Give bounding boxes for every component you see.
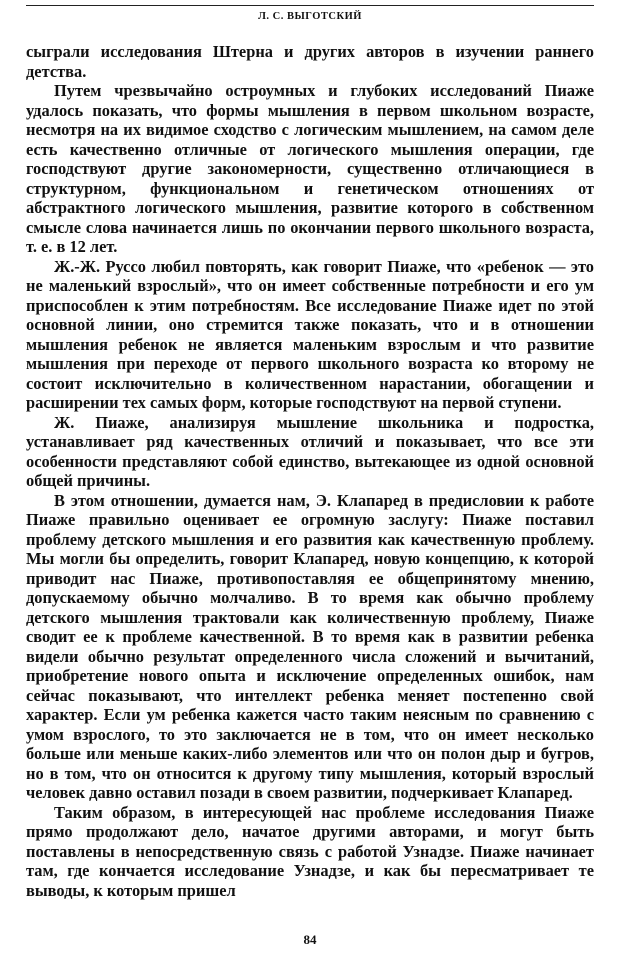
paragraph: сыграли исследования Штерна и других авторов в изучении раннего детства. xyxy=(26,42,594,81)
page-number: 84 xyxy=(303,932,317,947)
paragraph: В этом отношении, думается нам, Э. Клапаред в предисловии к работе Пиаже правильно оценивает ее огромную заслугу: Пиаже поставил проблему детского мышления и его развития как качественную проблему. Мы могли бы определить, говорит Клапаред, новую концепцию, к которой приводит нас Пиаже, противопоставляя ее общепринятому мнению, допускаемому обычно молчаливо. В то время как обычно проблему детского мышления трактовали как количественную проблему, Пиаже сводит ее к проблеме качественной. В то время как в развитии ребенка видели обычно результат определенного числа сложений и вычитаний, приобретение нового опыта и исключение определенных ошибок, нам сейчас показывают, что интеллект ребенка меняет постепенно свой характер. Если ум ребенка кажется часто таким неясным по сравнению с умом взрослого, то это заключается не в том, что он имеет несколько больше или меньше каких-либо элементов или что он полон дыр и бугров, но в том, что он относится к другому типу мышления, который взрослый человек давно оставил позади в своем развитии, подчеркивает Клапаред. xyxy=(26,490,594,802)
paragraph: Путем чрезвычайно остроумных и глубоких исследований Пиаже удалось показать, что формы мышления в первом школьном возрасте, несмотря на их видимое сходство с логическим мышлением, на самом деле есть качественно отличные от логического мышления операции, где господствуют другие закономерности, существенно отличающиеся в структурном, функциональном и генетическом отношениях от абстрактного логического мышления, развитие которого в собственном смысле слова начинается лишь по окончании первого школьного возраста, т. е. в 12 лет. xyxy=(26,81,594,256)
running-head: Л. С. ВЫГОТСКИЙ xyxy=(258,11,362,22)
body-text xyxy=(26,42,594,900)
paragraph: Ж.-Ж. Руссо любил повторять, как говорит Пиаже, что «ребенок — это не маленький взрослый», что он имеет собственные потребности и его ум приспособлен к этим потребностям. Все исследование Пиаже идет по этой основной линии, оно стремится также показать, что и в отношении мышления ребенок не является маленьким взрослым и что развитие мышления при переходе от первого школьного возраста ко второму не состоит исключительно в количественном нарастании, обогащении и расширении тех самых форм, которые господствуют на первой ступени. xyxy=(26,256,594,412)
paragraph: Ж. Пиаже, анализируя мышление школьника и подростка, устанавливает ряд качественных отличий и показывает, что все эти особенности представляют собой единство, вытекающее из одной основной общей причины. xyxy=(26,412,594,490)
header-rule xyxy=(26,5,594,6)
paragraph: Таким образом, в интересующей нас проблеме исследования Пиаже прямо продолжают дело, начатое другими авторами, и могут быть поставлены в непосредственную связь с работой Узнадзе. Пиаже начинает там, где кончается исследование Узнадзе, и как бы пересматривает те выводы, к которым пришел xyxy=(26,802,594,900)
